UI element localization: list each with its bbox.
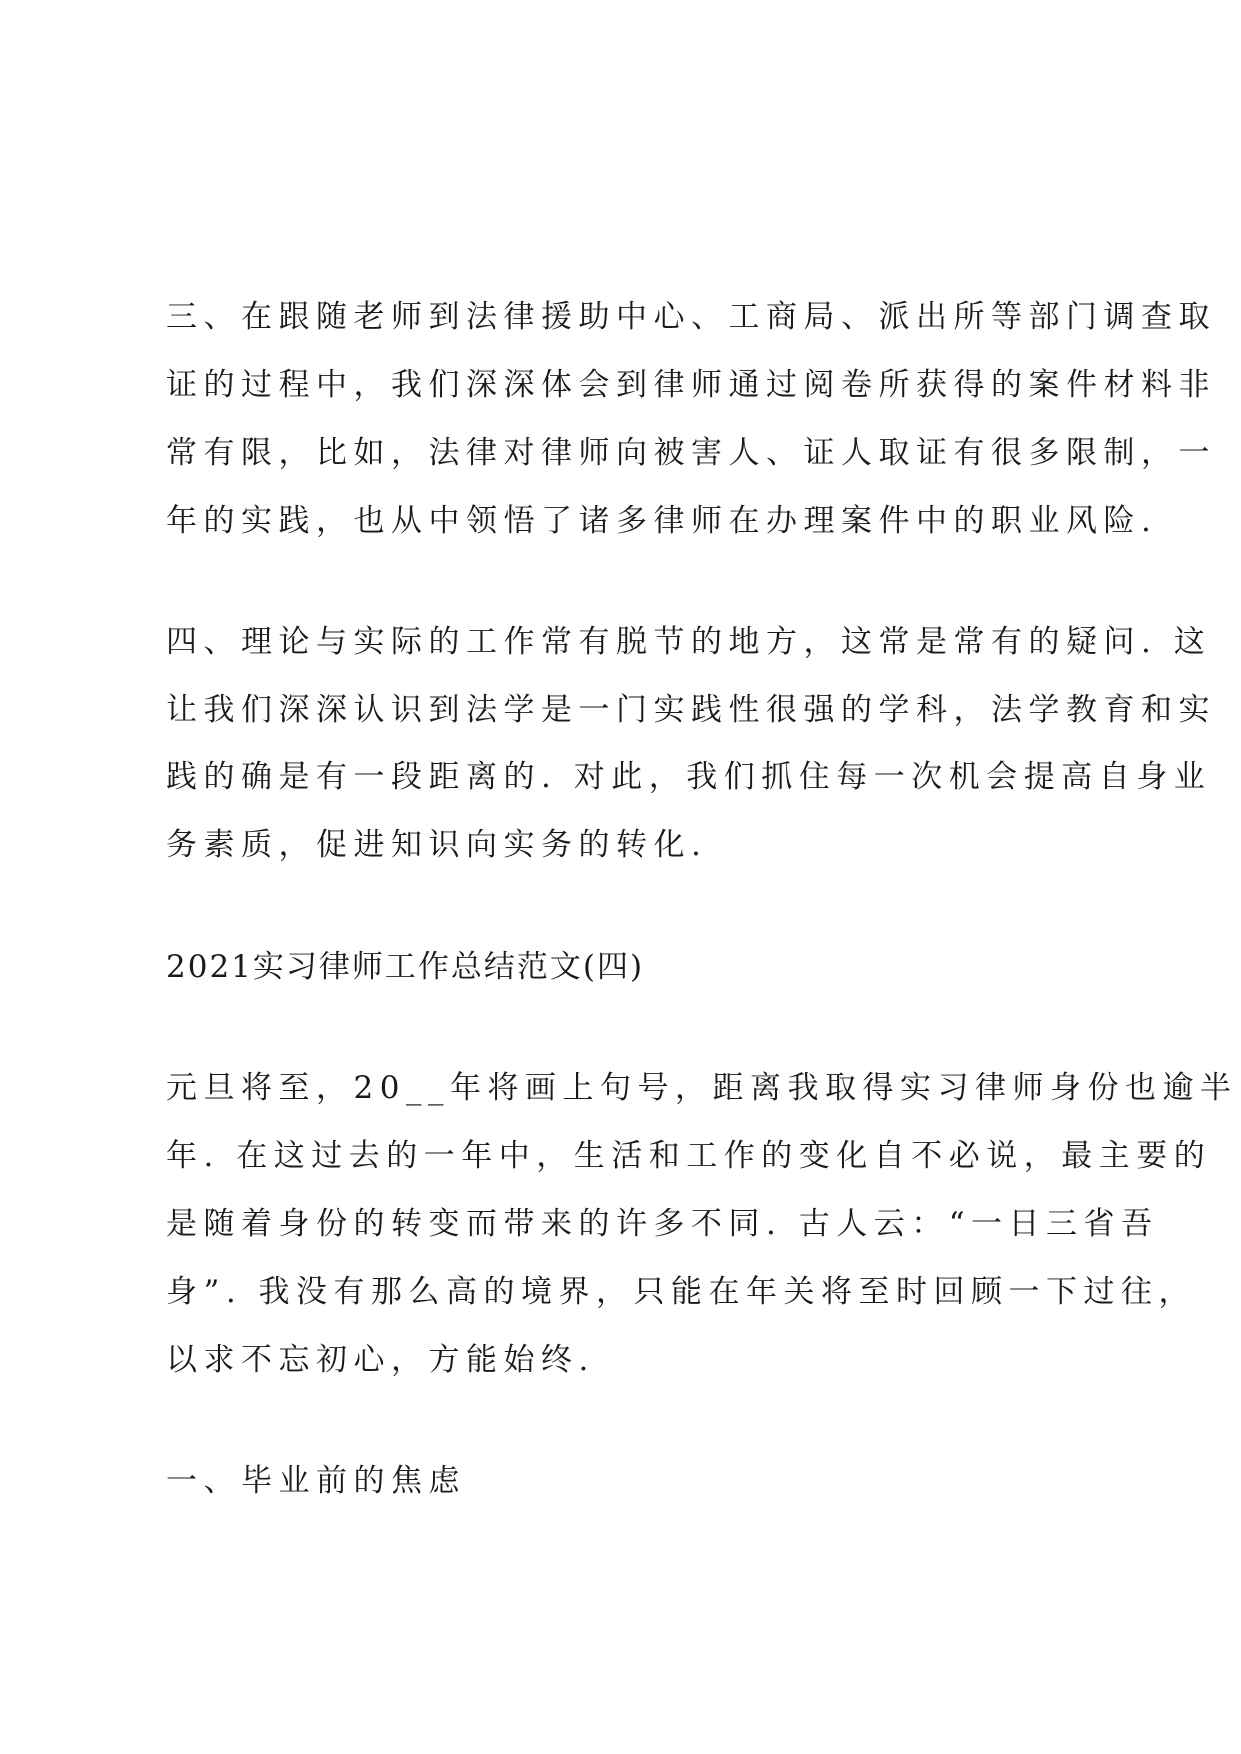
paragraph-line: 年的实践，也从中领悟了诸多律师在办理案件中的职业风险.: [166, 503, 1158, 539]
paragraph-line: 常有限，比如，法律对律师向被害人、证人取证有很多限制，一: [166, 435, 1216, 471]
paragraph-line: 四、理论与实际的工作常有脱节的地方，这常是常有的疑问. 这: [166, 624, 1212, 660]
paragraph-line: 年. 在这过去的一年中，生活和工作的变化自不必说，最主要的: [166, 1138, 1212, 1174]
subheading: 一、毕业前的焦虑: [166, 1463, 466, 1499]
paragraph-line: 是随着身份的转变而带来的许多不同. 古人云：“一日三省吾: [166, 1206, 1159, 1242]
paragraph-line: 让我们深深认识到法学是一门实践性很强的学科，法学教育和实: [166, 692, 1216, 728]
paragraph-line: 以求不忘初心，方能始终.: [166, 1342, 595, 1378]
section-title: 2021实习律师工作总结范文(四): [166, 949, 645, 985]
paragraph-line: 三、在跟随老师到法律援助中心、工商局、派出所等部门调查取: [166, 299, 1216, 335]
paragraph-line: 务素质，促进知识向实务的转化.: [166, 827, 708, 863]
paragraph-line: 元旦将至，20__年将画上句号，距离我取得实习律师身份也逾半: [166, 1070, 1238, 1106]
paragraph-line: 践的确是有一段距离的. 对此，我们抓住每一次机会提高自身业: [166, 759, 1212, 795]
paragraph-line: 证的过程中，我们深深体会到律师通过阅卷所获得的案件材料非: [166, 367, 1216, 403]
paragraph-line: 身”. 我没有那么高的境界，只能在年关将至时回顾一下过往，: [166, 1274, 1197, 1310]
